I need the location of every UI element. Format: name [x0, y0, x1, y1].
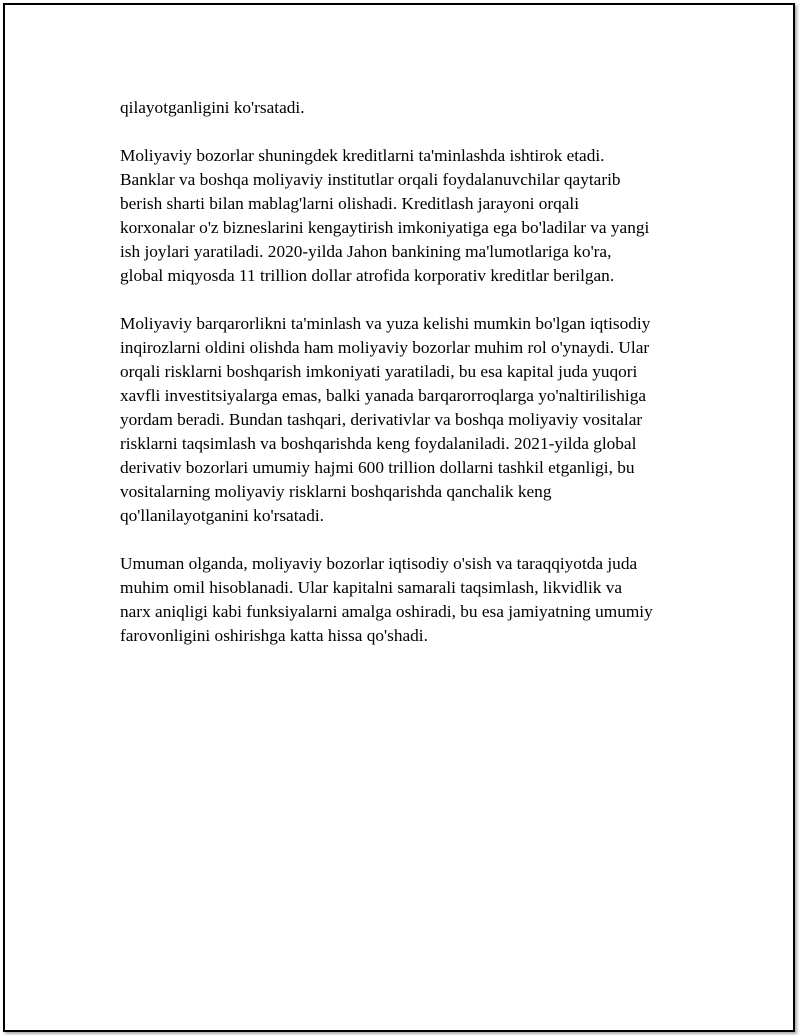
text-line: vositalarning moliyaviy risklarni boshqarishda qanchalik keng: [120, 482, 552, 501]
text-line: orqali risklarni boshqarish imkoniyati yaratiladi, bu esa kapital juda yuqori: [120, 362, 638, 381]
text-line: berish sharti bilan mablag'larni olishadi. Kreditlash jarayoni orqali: [120, 194, 580, 213]
text-line: muhim omil hisoblanadi. Ular kapitalni samarali taqsimlash, likvidlik va: [120, 578, 623, 597]
paragraph: [120, 312, 680, 528]
text-line: ish joylari yaratiladi. 2020-yilda Jahon bankining ma'lumotlariga ko'ra,: [120, 242, 612, 261]
text-line: xavfli investitsiyalarga emas, balki yanada barqarorroqlarga yo'naltirilishiga: [120, 386, 647, 405]
paragraph: [120, 96, 680, 120]
text-line: Banklar va boshqa moliyaviy institutlar orqali foydalanuvchilar qaytarib: [120, 170, 621, 189]
document-page: [3, 3, 795, 1032]
text-line: farovonligini oshirishga katta hissa qo'shadi.: [120, 626, 428, 645]
text-line: global miqyosda 11 trillion dollar atrofida korporativ kreditlar berilgan.: [120, 266, 615, 285]
paragraph: [120, 552, 680, 648]
text-line: inqirozlarni oldini olishda ham moliyaviy bozorlar muhim rol o'ynaydi. Ular: [120, 338, 650, 357]
text-line: Umuman olganda, moliyaviy bozorlar iqtisodiy o'sish va taraqqiyotda juda: [120, 554, 638, 573]
text-line: derivativ bozorlari umumiy hajmi 600 trillion dollarni tashkil etganligi, bu: [120, 458, 635, 477]
text-line: narx aniqligi kabi funksiyalarni amalga oshiradi, bu esa jamiyatning umumiy: [120, 602, 653, 621]
text-line: Moliyaviy bozorlar shuningdek kreditlarni ta'minlashda ishtirok etadi.: [120, 146, 605, 165]
text-line: yordam beradi. Bundan tashqari, derivativlar va boshqa moliyaviy vositalar: [120, 410, 643, 429]
text-line: qo'llanilayotganini ko'rsatadi.: [120, 506, 324, 525]
paragraph: [120, 144, 680, 288]
text-line: risklarni taqsimlash va boshqarishda keng foydalaniladi. 2021-yilda global: [120, 434, 637, 453]
document-body: [120, 96, 680, 672]
text-line: qilayotganligini ko'rsatadi.: [120, 98, 305, 117]
text-line: korxonalar o'z bizneslarini kengaytirish imkoniyatiga ega bo'ladilar va yangi: [120, 218, 650, 237]
text-line: Moliyaviy barqarorlikni ta'minlash va yuza kelishi mumkin bo'lgan iqtisodiy: [120, 314, 651, 333]
